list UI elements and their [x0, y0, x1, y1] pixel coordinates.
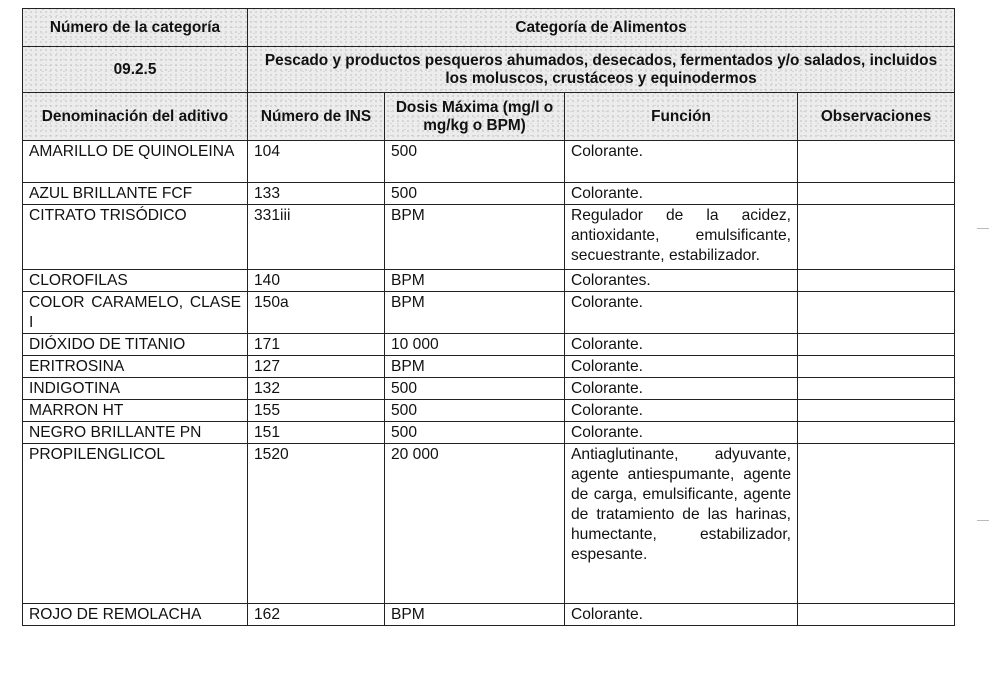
- observations: [798, 270, 955, 292]
- additive-name: ROJO DE REMOLACHA: [23, 604, 248, 626]
- observations: [798, 141, 955, 183]
- additive-name: INDIGOTINA: [23, 378, 248, 400]
- table-row: [23, 400, 955, 422]
- col-header-additive: Denominación del aditivo: [23, 93, 248, 141]
- scan-artifact: [977, 228, 989, 229]
- observations: [798, 205, 955, 270]
- category-description: Pescado y productos pesqueros ahumados, desecados, fermentados y/o salados, incluidos los moluscos, crustáceos y equinodermos: [248, 47, 955, 93]
- observations: [798, 292, 955, 334]
- col-header-max-dose: Dosis Máxima (mg/l o mg/kg o BPM): [385, 93, 565, 141]
- additive-name: CITRATO TRISÓDICO: [23, 205, 248, 270]
- ins-number: 127: [248, 356, 385, 378]
- category-number: 09.2.5: [23, 47, 248, 93]
- additive-name: CLOROFILAS: [23, 270, 248, 292]
- max-dose: BPM: [385, 604, 565, 626]
- ins-number: 104: [248, 141, 385, 183]
- table-row: [23, 378, 955, 400]
- table-row: [23, 270, 955, 292]
- function: Colorantes.: [565, 270, 798, 292]
- col-header-observations: Observaciones: [798, 93, 955, 141]
- max-dose: 500: [385, 183, 565, 205]
- scan-artifact: [977, 520, 989, 521]
- observations: [798, 334, 955, 356]
- function: Colorante.: [565, 356, 798, 378]
- function: Regulador de la acidez, antioxidante, emulsificante, secuestrante, estabilizador.: [565, 205, 798, 270]
- table-row: [23, 356, 955, 378]
- additive-name: DIÓXIDO DE TITANIO: [23, 334, 248, 356]
- column-header-row: [23, 93, 955, 141]
- function: Colorante.: [565, 400, 798, 422]
- table-row: [23, 183, 955, 205]
- max-dose: BPM: [385, 292, 565, 334]
- category-value-row: [23, 47, 955, 93]
- max-dose: 500: [385, 422, 565, 444]
- max-dose: 10 000: [385, 334, 565, 356]
- function: Antiaglutinante, adyuvante, agente antiespumante, agente de carga, emulsificante, agente de tratamiento de las harinas, humectante, estabilizador, espesante.: [565, 444, 798, 604]
- food-additives-table: [22, 8, 955, 626]
- max-dose: 500: [385, 378, 565, 400]
- max-dose: BPM: [385, 270, 565, 292]
- ins-number: 155: [248, 400, 385, 422]
- table-row: [23, 334, 955, 356]
- food-category-label: Categoría de Alimentos: [248, 9, 955, 47]
- ins-number: 150a: [248, 292, 385, 334]
- max-dose: BPM: [385, 205, 565, 270]
- max-dose: 500: [385, 141, 565, 183]
- ins-number: 132: [248, 378, 385, 400]
- additive-name: AMARILLO DE QUINOLEINA: [23, 141, 248, 183]
- observations: [798, 183, 955, 205]
- table-row: [23, 292, 955, 334]
- function: Colorante.: [565, 378, 798, 400]
- max-dose: 20 000: [385, 444, 565, 604]
- table-row: [23, 604, 955, 626]
- observations: [798, 444, 955, 604]
- ins-number: 331iii: [248, 205, 385, 270]
- category-number-label: Número de la categoría: [23, 9, 248, 47]
- function: Colorante.: [565, 334, 798, 356]
- additive-name: AZUL BRILLANTE FCF: [23, 183, 248, 205]
- category-header-row: [23, 9, 955, 47]
- observations: [798, 400, 955, 422]
- max-dose: BPM: [385, 356, 565, 378]
- additive-name: PROPILENGLICOL: [23, 444, 248, 604]
- function: Colorante.: [565, 292, 798, 334]
- ins-number: 171: [248, 334, 385, 356]
- function: Colorante.: [565, 183, 798, 205]
- table-row: [23, 205, 955, 270]
- ins-number: 133: [248, 183, 385, 205]
- observations: [798, 422, 955, 444]
- additive-name: NEGRO BRILLANTE PN: [23, 422, 248, 444]
- table-row: [23, 444, 955, 604]
- function: Colorante.: [565, 422, 798, 444]
- table-row: [23, 422, 955, 444]
- observations: [798, 378, 955, 400]
- additive-name: MARRON HT: [23, 400, 248, 422]
- col-header-function: Función: [565, 93, 798, 141]
- ins-number: 151: [248, 422, 385, 444]
- additive-name: ERITROSINA: [23, 356, 248, 378]
- function: Colorante.: [565, 141, 798, 183]
- ins-number: 1520: [248, 444, 385, 604]
- observations: [798, 356, 955, 378]
- additive-name: COLOR CARAMELO, CLASE I: [23, 292, 248, 334]
- table-row: [23, 141, 955, 183]
- col-header-ins: Número de INS: [248, 93, 385, 141]
- function: Colorante.: [565, 604, 798, 626]
- observations: [798, 604, 955, 626]
- ins-number: 162: [248, 604, 385, 626]
- max-dose: 500: [385, 400, 565, 422]
- ins-number: 140: [248, 270, 385, 292]
